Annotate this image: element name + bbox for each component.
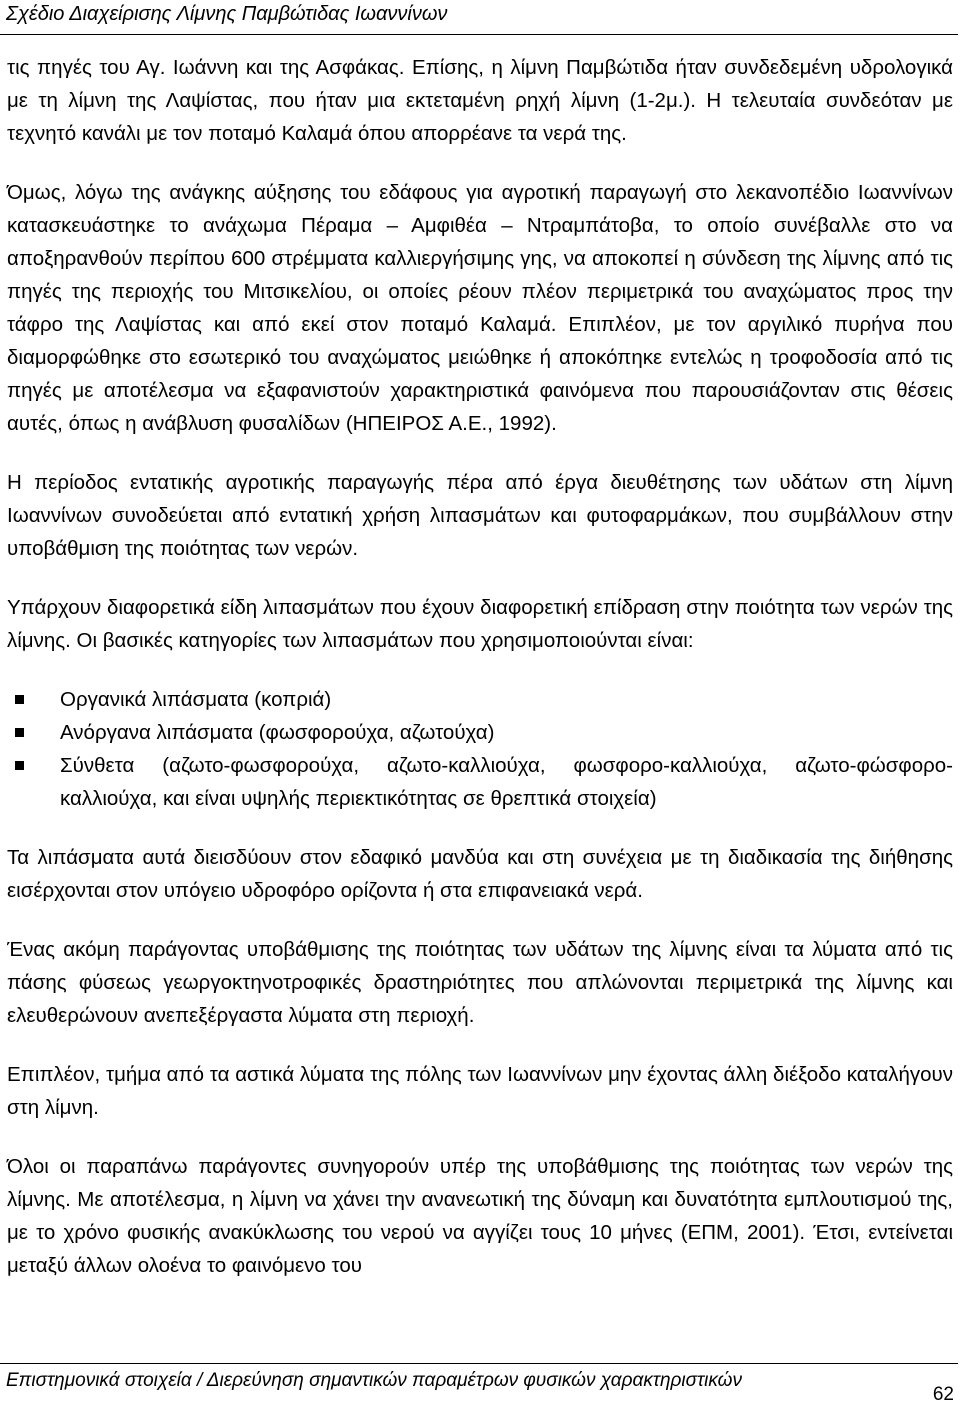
square-bullet-icon — [15, 761, 24, 770]
list-item-text: Οργανικά λιπάσματα (κοπριά) — [60, 688, 332, 711]
running-header: Σχέδιο Διαχείρισης Λίμνης Παμβώτιδας Ιωαννίνων — [6, 3, 448, 25]
square-bullet-icon — [15, 695, 24, 704]
paragraph-5: Τα λιπάσματα αυτά διεισδύουν στον εδαφικό μανδύα και στη συνέχεια με τη διαδικασία της διήθησης εισέρχονται στον υπόγειο υδροφόρο ορίζοντα ή στα επιφανειακά νερά. — [7, 846, 953, 902]
fertilizer-list — [7, 683, 953, 815]
paragraph-3: Η περίοδος εντατικής αγροτικής παραγωγής πέρα από έργα διευθέτησης των υδάτων στη λίμνη Ιωαννίνων συνοδεύεται από εντατική χρήση λιπασμάτων και φυτοφαρμάκων, που συμβάλλουν στην υποβάθμιση της ποιότητας των νερών. — [7, 471, 953, 560]
paragraph-8: Όλοι οι παραπάνω παράγοντες συνηγορούν υπέρ της υποβάθμισης της ποιότητας των νερών της λίμνης. Με αποτέλεσμα, η λίμνη να χάνει την ανανεωτική της δύναμη και δυνατότητα εμπλουτισμού της, με το χρόνο φυσικής ανακύκλωσης του νερού να αγγίζει τους 10 μήνες (ΕΠΜ, 2001). Έτσι, εντείνεται μεταξύ άλλων ολοένα το φαινόμενο του — [7, 1155, 953, 1277]
paragraph-7: Επιπλέον, τμήμα από τα αστικά λύματα της πόλης των Ιωαννίνων μην έχοντας άλλη διέξοδο καταλήγουν στη λίμνη. — [7, 1063, 953, 1119]
list-item-text: Ανόργανα λιπάσματα (φωσφορούχα, αζωτούχα) — [60, 721, 495, 744]
paragraph-2: Όμως, λόγω της ανάγκης αύξησης του εδάφους για αγροτική παραγωγή στο λεκανοπέδιο Ιωαννίνων κατασκευάστηκε το ανάχωμα Πέραμα – Αμφιθέα – Ντραμπάτοβα, το οποίο συνέβαλλε στο να αποξηρανθούν περίπου 600 στρέμματα καλλιεργήσιμης γης, να αποκοπεί η σύνδεση της λίμνης από τις πηγές της περιοχής του Μιτσικελίου, οι οποίες ρέουν πλέον περιμετρικά του αναχώματος προς την τάφρο της Λαψίστας και από εκεί στον ποταμό Καλαμά. Επιπλέον, με τον αργιλικό πυρήνα που διαμορφώθηκε στο εσωτερικό του αναχώματος μειώθηκε ή αποκόπηκε εντελώς η τροφοδοσία από τις πηγές με αποτέλεσμα να εξαφανιστούν χαρακτηριστικά φαινόμενα που παρουσιάζονταν στις θέσεις αυτές, όπως η ανάβλυση φυσαλίδων (ΗΠΕΙΡΟΣ Α.Ε., 1992). — [7, 181, 953, 435]
body-text — [7, 51, 953, 1308]
list-item-text: Σύνθετα (αζωτο-φωσφορούχα, αζωτο-καλλιούχα, φωσφορο-καλλιούχα, αζωτο-φώσφορο-καλλιούχα, και είναι υψηλής περιεκτικότητας σε θρεπτικά στοιχεία) — [60, 754, 953, 810]
list-item — [60, 749, 953, 815]
paragraph-4: Υπάρχουν διαφορετικά είδη λιπασμάτων που έχουν διαφορετική επίδραση στην ποιότητα των νερών της λίμνης. Οι βασικές κατηγορίες των λιπασμάτων που χρησιμοποιούνται είναι: — [7, 596, 953, 652]
running-footer: Επιστημονικά στοιχεία / Διερεύνηση σημαντικών παραμέτρων φυσικών χαρακτηριστικών — [6, 1370, 742, 1391]
footer-divider — [0, 1363, 958, 1364]
square-bullet-icon — [15, 728, 24, 737]
paragraph-1: τις πηγές του Αγ. Ιωάννη και της Ασφάκας. Επίσης, η λίμνη Παμβώτιδα ήταν συνδεδεμένη υδρολογικά με τη λίμνη της Λαψίστας, που ήταν μια εκτεταμένη ρηχή λίμνη (1-2μ.). Η τελευταία συνδεόταν με τεχνητό κανάλι με τον ποταμό Καλαμά όπου απορρέανε τα νερά της. — [7, 56, 953, 145]
header-divider — [0, 34, 958, 35]
page-number: 62 — [932, 1384, 954, 1405]
list-item — [60, 683, 953, 716]
paragraph-6: Ένας ακόμη παράγοντας υποβάθμισης της ποιότητας των υδάτων της λίμνης είναι τα λύματα από τις πάσης φύσεως γεωργοκτηνοτροφικές δραστηριότητες που απλώνονται περιμετρικά της λίμνης και ελευθερώνουν ανεπεξέργαστα λύματα στη περιοχή. — [7, 938, 953, 1027]
list-item — [60, 716, 953, 749]
